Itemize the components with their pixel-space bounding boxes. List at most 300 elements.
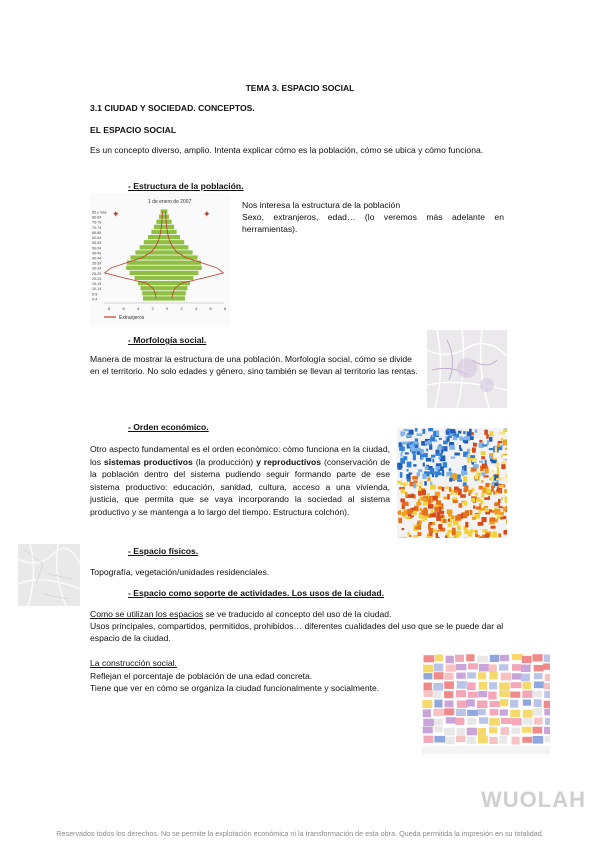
map-patch — [407, 441, 410, 443]
land-use-block — [422, 700, 432, 708]
age-label: 45-49 — [92, 251, 102, 256]
map-patch — [432, 459, 434, 463]
map-patch — [464, 530, 468, 535]
map-patch — [486, 469, 488, 473]
map-patch — [418, 499, 420, 504]
land-use-block — [434, 672, 444, 679]
age-label: 35-39 — [92, 261, 102, 266]
land-use-block — [424, 655, 435, 662]
map-patch — [459, 445, 461, 449]
map-patch — [485, 512, 490, 514]
age-label: 70-74 — [92, 225, 102, 230]
map-patch — [481, 480, 483, 482]
map-patch — [441, 449, 443, 453]
land-use-block — [434, 664, 444, 672]
economic-map-svg — [397, 428, 507, 538]
land-use-block — [533, 708, 543, 716]
map-patch — [475, 530, 477, 534]
map-patch — [417, 434, 420, 436]
map-patch — [402, 442, 407, 445]
map-patch — [409, 430, 414, 435]
map-patch — [449, 468, 452, 471]
land-use-block — [544, 691, 550, 698]
pyramid-bar — [141, 286, 165, 290]
land-use-block — [511, 728, 520, 735]
land-use-block — [444, 673, 453, 680]
map-patch — [416, 484, 418, 487]
age-label: 15-19 — [92, 282, 102, 287]
map-patch — [458, 431, 461, 434]
map-patch — [500, 517, 503, 519]
map-patch — [428, 428, 433, 431]
land-use-block — [456, 690, 466, 697]
map-patch — [474, 439, 480, 443]
map-patch — [472, 517, 476, 520]
map-patch — [411, 494, 415, 498]
map-patch — [448, 519, 450, 522]
land-use-block — [510, 710, 520, 717]
age-label: 5-9 — [92, 292, 98, 297]
land-use-block — [456, 736, 465, 742]
map-patch — [420, 508, 422, 512]
map-patch — [403, 483, 405, 486]
land-use-block — [423, 665, 433, 673]
land-use-block — [512, 673, 522, 679]
map-patch — [462, 501, 464, 503]
map-patch — [413, 511, 415, 516]
map-patch — [459, 436, 462, 440]
map-patch — [435, 471, 438, 477]
fisicos-heading: - Espacio físicos. — [128, 546, 199, 556]
age-label: 20-24 — [92, 277, 102, 281]
pyramid-bar — [130, 255, 164, 259]
map-patch — [457, 479, 462, 482]
land-use-block — [455, 655, 464, 662]
map-patch — [503, 507, 506, 512]
wuolah-watermark: WUOLAH — [481, 787, 586, 812]
map-patch — [427, 536, 433, 538]
map-patch — [413, 483, 416, 489]
land-use-block — [479, 717, 488, 724]
map-patch — [438, 469, 440, 475]
map-patch — [450, 493, 452, 495]
map-patch — [501, 438, 503, 441]
land-use-block — [456, 673, 465, 679]
map-patch — [431, 455, 435, 458]
reproductivos: y reproductivos — [256, 456, 322, 467]
map-patch — [422, 490, 426, 496]
map-patch — [463, 471, 468, 475]
map-patch — [399, 510, 401, 515]
map-patch — [491, 460, 497, 464]
land-use-block — [444, 681, 454, 689]
land-use-block — [544, 727, 550, 734]
map-patch — [505, 448, 507, 450]
map-patch — [433, 496, 438, 501]
map-legend-strip — [422, 746, 550, 754]
land-use-block — [543, 663, 550, 669]
map-patch — [438, 524, 442, 529]
land-use-block — [544, 683, 551, 689]
soporte-heading: - Espacio como soporte de actividades. Los usos de la ciudad. — [128, 588, 384, 598]
star-marker-right — [203, 209, 211, 219]
chart-caption: 1 de enero de 2007 — [148, 199, 192, 205]
map-patch — [415, 527, 419, 529]
map-patch — [401, 453, 403, 457]
land-use-block — [521, 674, 530, 682]
map-patch — [506, 519, 507, 524]
land-use-block — [489, 727, 497, 733]
land-use-map-image — [422, 654, 550, 754]
map-patch — [423, 463, 425, 467]
morphology-map-svg — [427, 330, 507, 408]
map-patch — [500, 432, 506, 435]
pyramid-bar — [164, 291, 186, 295]
land-use-block — [501, 673, 512, 681]
land-use-block — [523, 682, 532, 689]
svg-text:✦: ✦ — [112, 209, 120, 219]
map-patch — [485, 509, 490, 512]
map-patch — [492, 532, 497, 536]
map-patch — [497, 468, 499, 474]
map-patch — [442, 487, 445, 491]
land-use-block — [446, 717, 456, 723]
map-patch — [473, 506, 475, 509]
map-patch — [447, 509, 453, 514]
map-patch — [462, 466, 464, 470]
land-use-block — [490, 701, 500, 707]
sistemas-productivos: sistemas productivos — [103, 456, 193, 467]
map-patch — [451, 457, 456, 459]
map-patch — [470, 510, 473, 515]
map-patch — [478, 522, 484, 526]
land-use-block — [424, 673, 433, 679]
population-pyramid-chart — [90, 193, 230, 325]
map-patch — [464, 465, 467, 471]
map-patch — [466, 455, 468, 458]
axis-tick-label: 8 — [108, 306, 111, 311]
map-patch — [480, 536, 485, 538]
map-patch — [448, 523, 452, 527]
map-patch — [497, 516, 501, 519]
land-use-block — [457, 701, 468, 708]
map-patch — [400, 458, 405, 464]
age-label: 10-14 — [92, 287, 102, 292]
map-patch — [456, 535, 459, 538]
star-marker-left — [112, 209, 120, 219]
map-patch — [417, 522, 420, 524]
land-use-block — [534, 699, 542, 707]
land-use-block — [435, 655, 443, 662]
pyramid-bar — [143, 296, 164, 300]
construccion-p1: Reflejan el porcentaje de población de una edad concreta. — [90, 671, 313, 681]
map-patch — [401, 432, 405, 436]
map-patch — [498, 499, 501, 503]
map-patch — [489, 431, 493, 436]
land-use-block — [533, 736, 544, 744]
legend-label: Extranjeros — [119, 315, 145, 321]
map-patch — [476, 506, 481, 509]
land-use-block — [434, 736, 445, 743]
land-use-block — [423, 709, 431, 717]
land-use-block — [477, 656, 488, 663]
map-patch — [472, 462, 475, 464]
map-patch — [468, 490, 472, 494]
land-use-block — [478, 691, 487, 697]
map-patch — [440, 453, 443, 457]
map-patch — [485, 534, 489, 538]
map-patch — [400, 472, 403, 478]
map-patch — [444, 446, 448, 451]
map-patch — [489, 518, 495, 522]
land-use-block — [523, 718, 533, 725]
map-patch — [505, 432, 507, 436]
land-use-block — [532, 691, 542, 698]
map-patch — [453, 474, 458, 480]
map-patch — [482, 444, 487, 446]
age-label: 30-34 — [92, 266, 102, 271]
pyramid-bar — [164, 240, 184, 244]
map-patch — [459, 503, 463, 508]
map-patch — [429, 445, 432, 450]
map-patch — [455, 515, 461, 520]
map-patch — [489, 456, 492, 459]
map-patch — [426, 458, 432, 462]
land-use-block — [433, 691, 441, 699]
pyramid-bar — [151, 230, 164, 234]
age-label: 40-44 — [92, 256, 102, 261]
map-patch — [498, 534, 501, 538]
land-use-block — [457, 728, 465, 736]
map-patch — [485, 483, 489, 487]
map-patch — [471, 498, 475, 502]
pyramid-bar — [142, 291, 164, 295]
land-use-block — [446, 737, 455, 745]
land-use-block — [534, 665, 544, 672]
map-patch — [402, 528, 405, 530]
age-label: 55-59 — [92, 241, 102, 246]
map-patch — [505, 497, 507, 503]
pyramid-svg — [90, 193, 230, 325]
svg-text:✦: ✦ — [203, 209, 211, 219]
map-patch — [402, 512, 404, 515]
map-patch — [448, 436, 452, 439]
map-patch — [406, 435, 412, 438]
map-patch — [433, 529, 437, 532]
land-use-block — [466, 654, 474, 661]
map-patch — [427, 477, 430, 481]
map-patch — [418, 491, 422, 496]
land-use-block — [501, 718, 512, 724]
map-patch — [501, 445, 504, 447]
map-patch — [486, 434, 489, 439]
land-use-block — [533, 727, 543, 734]
land-use-block — [511, 682, 522, 688]
map-patch — [437, 446, 441, 450]
axis-tick-label: 2 — [151, 306, 154, 311]
land-use-block — [456, 664, 466, 670]
land-use-block — [424, 690, 433, 697]
map-patch — [403, 429, 409, 431]
map-patch — [421, 457, 423, 459]
construccion-p2: Tiene que ver en cómo se organiza la ciudad funcionalmente y socialmente. — [90, 683, 380, 693]
map-patch — [452, 531, 456, 535]
map-patch — [482, 487, 486, 493]
orden-text: Otro aspecto fundamental es el orden económico: cómo funciona en la ciudad, los sistemas productivos (la producción) y reproductivos (conservación de la población dentro del sistema pudiendo seguir formando parte de ese sistema productivo: educación, sanidad, cultura, acceso a una vivienda, justicia, que permita que se vaya incorporando la sociedad al sistema productivo y se mantenga a lo largo del tiempo. Estructura colchón). — [90, 444, 390, 517]
map-patch — [414, 444, 416, 447]
subsection-heading: EL ESPACIO SOCIAL — [90, 125, 177, 135]
map-patch — [422, 429, 425, 434]
map-patch — [449, 478, 452, 482]
map-patch — [491, 486, 494, 492]
map-patch — [505, 474, 507, 479]
map-patch — [496, 462, 498, 468]
land-use-map-svg — [422, 654, 550, 754]
land-use-block — [534, 718, 543, 725]
map-patch — [460, 494, 466, 498]
map-patch — [450, 445, 455, 450]
map-patch — [487, 489, 491, 493]
pyramid-bar — [164, 215, 169, 219]
land-use-block — [522, 656, 532, 663]
map-patch — [463, 431, 466, 434]
map-patch — [397, 481, 401, 484]
map-patch — [413, 464, 416, 466]
map-patch — [435, 492, 440, 496]
fisicos-text: Topografía, vegetación/unidades residenciales. — [90, 567, 270, 577]
map-patch — [456, 434, 459, 438]
map-patch — [453, 500, 458, 503]
map-patch — [439, 507, 442, 512]
map-patch — [450, 429, 455, 433]
land-use-block — [489, 665, 497, 673]
map-patch — [404, 537, 407, 538]
pyramid-bar — [144, 240, 164, 244]
land-use-block — [423, 727, 433, 734]
map-patch — [432, 522, 435, 525]
map-patch — [422, 510, 428, 515]
map-patch — [447, 494, 450, 500]
map-patch — [433, 431, 436, 436]
land-use-block — [467, 718, 476, 725]
axis-tick-label: 4 — [195, 306, 198, 311]
land-use-block — [489, 682, 497, 689]
map-patch — [421, 498, 427, 501]
map-patch — [481, 500, 484, 504]
pyramid-bar — [135, 276, 164, 280]
map-patch — [415, 428, 417, 432]
map-patch — [499, 485, 504, 488]
land-use-block — [433, 709, 444, 716]
land-use-block — [467, 728, 477, 736]
land-use-block — [457, 681, 467, 689]
land-use-block — [467, 672, 476, 678]
pyramid-bar — [164, 276, 193, 280]
land-use-block — [510, 692, 520, 698]
pyramid-bar — [140, 245, 164, 249]
map-patch — [479, 510, 482, 514]
land-use-block — [499, 736, 507, 744]
map-patch — [481, 472, 486, 476]
land-use-block — [490, 655, 500, 662]
map-patch — [435, 453, 440, 456]
pyramid-bar — [164, 250, 193, 254]
orden-heading: - Orden económico. — [128, 422, 209, 432]
map-patch — [430, 437, 435, 442]
land-use-block — [446, 664, 456, 671]
land-use-block — [444, 708, 454, 715]
land-use-block — [512, 718, 522, 725]
map-patch — [424, 481, 427, 486]
map-patch — [455, 531, 461, 536]
map-patch — [443, 497, 447, 500]
map-patch — [465, 522, 468, 528]
pyramid-bar — [159, 215, 164, 219]
age-label: 85 y más — [92, 210, 107, 215]
map-patch — [454, 453, 460, 456]
pyramid-bar — [126, 266, 164, 270]
land-use-block — [445, 701, 454, 708]
map-patch — [454, 490, 459, 493]
land-use-block — [456, 709, 466, 716]
map-patch — [503, 516, 506, 519]
map-patch — [475, 534, 478, 537]
land-use-block — [499, 664, 508, 670]
foreigners-line-right — [165, 212, 223, 299]
age-label: 65-69 — [92, 231, 102, 235]
land-use-block — [444, 691, 453, 698]
soporte-text: Como se utilizan los espacios se ve traducido al concepto del uso de la ciudad. Usos principales, compartidos, permitidos, prohibidos… diferentes cualidades del uso que se le puede dar al espacio de la ciudad. — [90, 609, 504, 643]
land-use-block — [468, 692, 478, 698]
axis-tick-label: 6 — [122, 306, 125, 311]
pyramid-bar — [154, 225, 164, 229]
map-patch — [491, 526, 496, 529]
land-use-block — [500, 699, 509, 706]
pyramid-bar — [164, 281, 190, 285]
land-use-block — [522, 727, 532, 733]
map-patch — [470, 455, 475, 458]
map-patch — [428, 499, 431, 505]
land-use-block — [435, 726, 443, 732]
map-patch — [426, 449, 428, 452]
map-patch — [407, 462, 412, 468]
map-patch — [399, 446, 405, 451]
map-patch — [495, 509, 501, 515]
land-use-block — [489, 718, 500, 726]
land-use-block — [433, 683, 443, 690]
map-patch — [407, 532, 410, 535]
land-use-block — [477, 701, 487, 709]
map-patch — [448, 514, 452, 517]
map-patch — [431, 510, 433, 513]
map-patch — [492, 476, 494, 479]
map-patch — [407, 469, 409, 471]
axis-tick-label: 4 — [137, 306, 140, 311]
map-patch — [417, 448, 421, 452]
map-patch — [494, 483, 498, 487]
map-patch — [422, 474, 426, 479]
map-patch — [503, 440, 507, 446]
land-use-block — [478, 672, 486, 679]
pyramid-bar — [164, 230, 177, 234]
land-use-block — [488, 692, 496, 700]
map-patch — [492, 482, 494, 486]
map-patch — [475, 493, 478, 496]
map-patch — [447, 530, 452, 533]
land-use-block — [479, 664, 489, 672]
land-use-block — [478, 728, 487, 736]
map-patch — [506, 506, 507, 510]
